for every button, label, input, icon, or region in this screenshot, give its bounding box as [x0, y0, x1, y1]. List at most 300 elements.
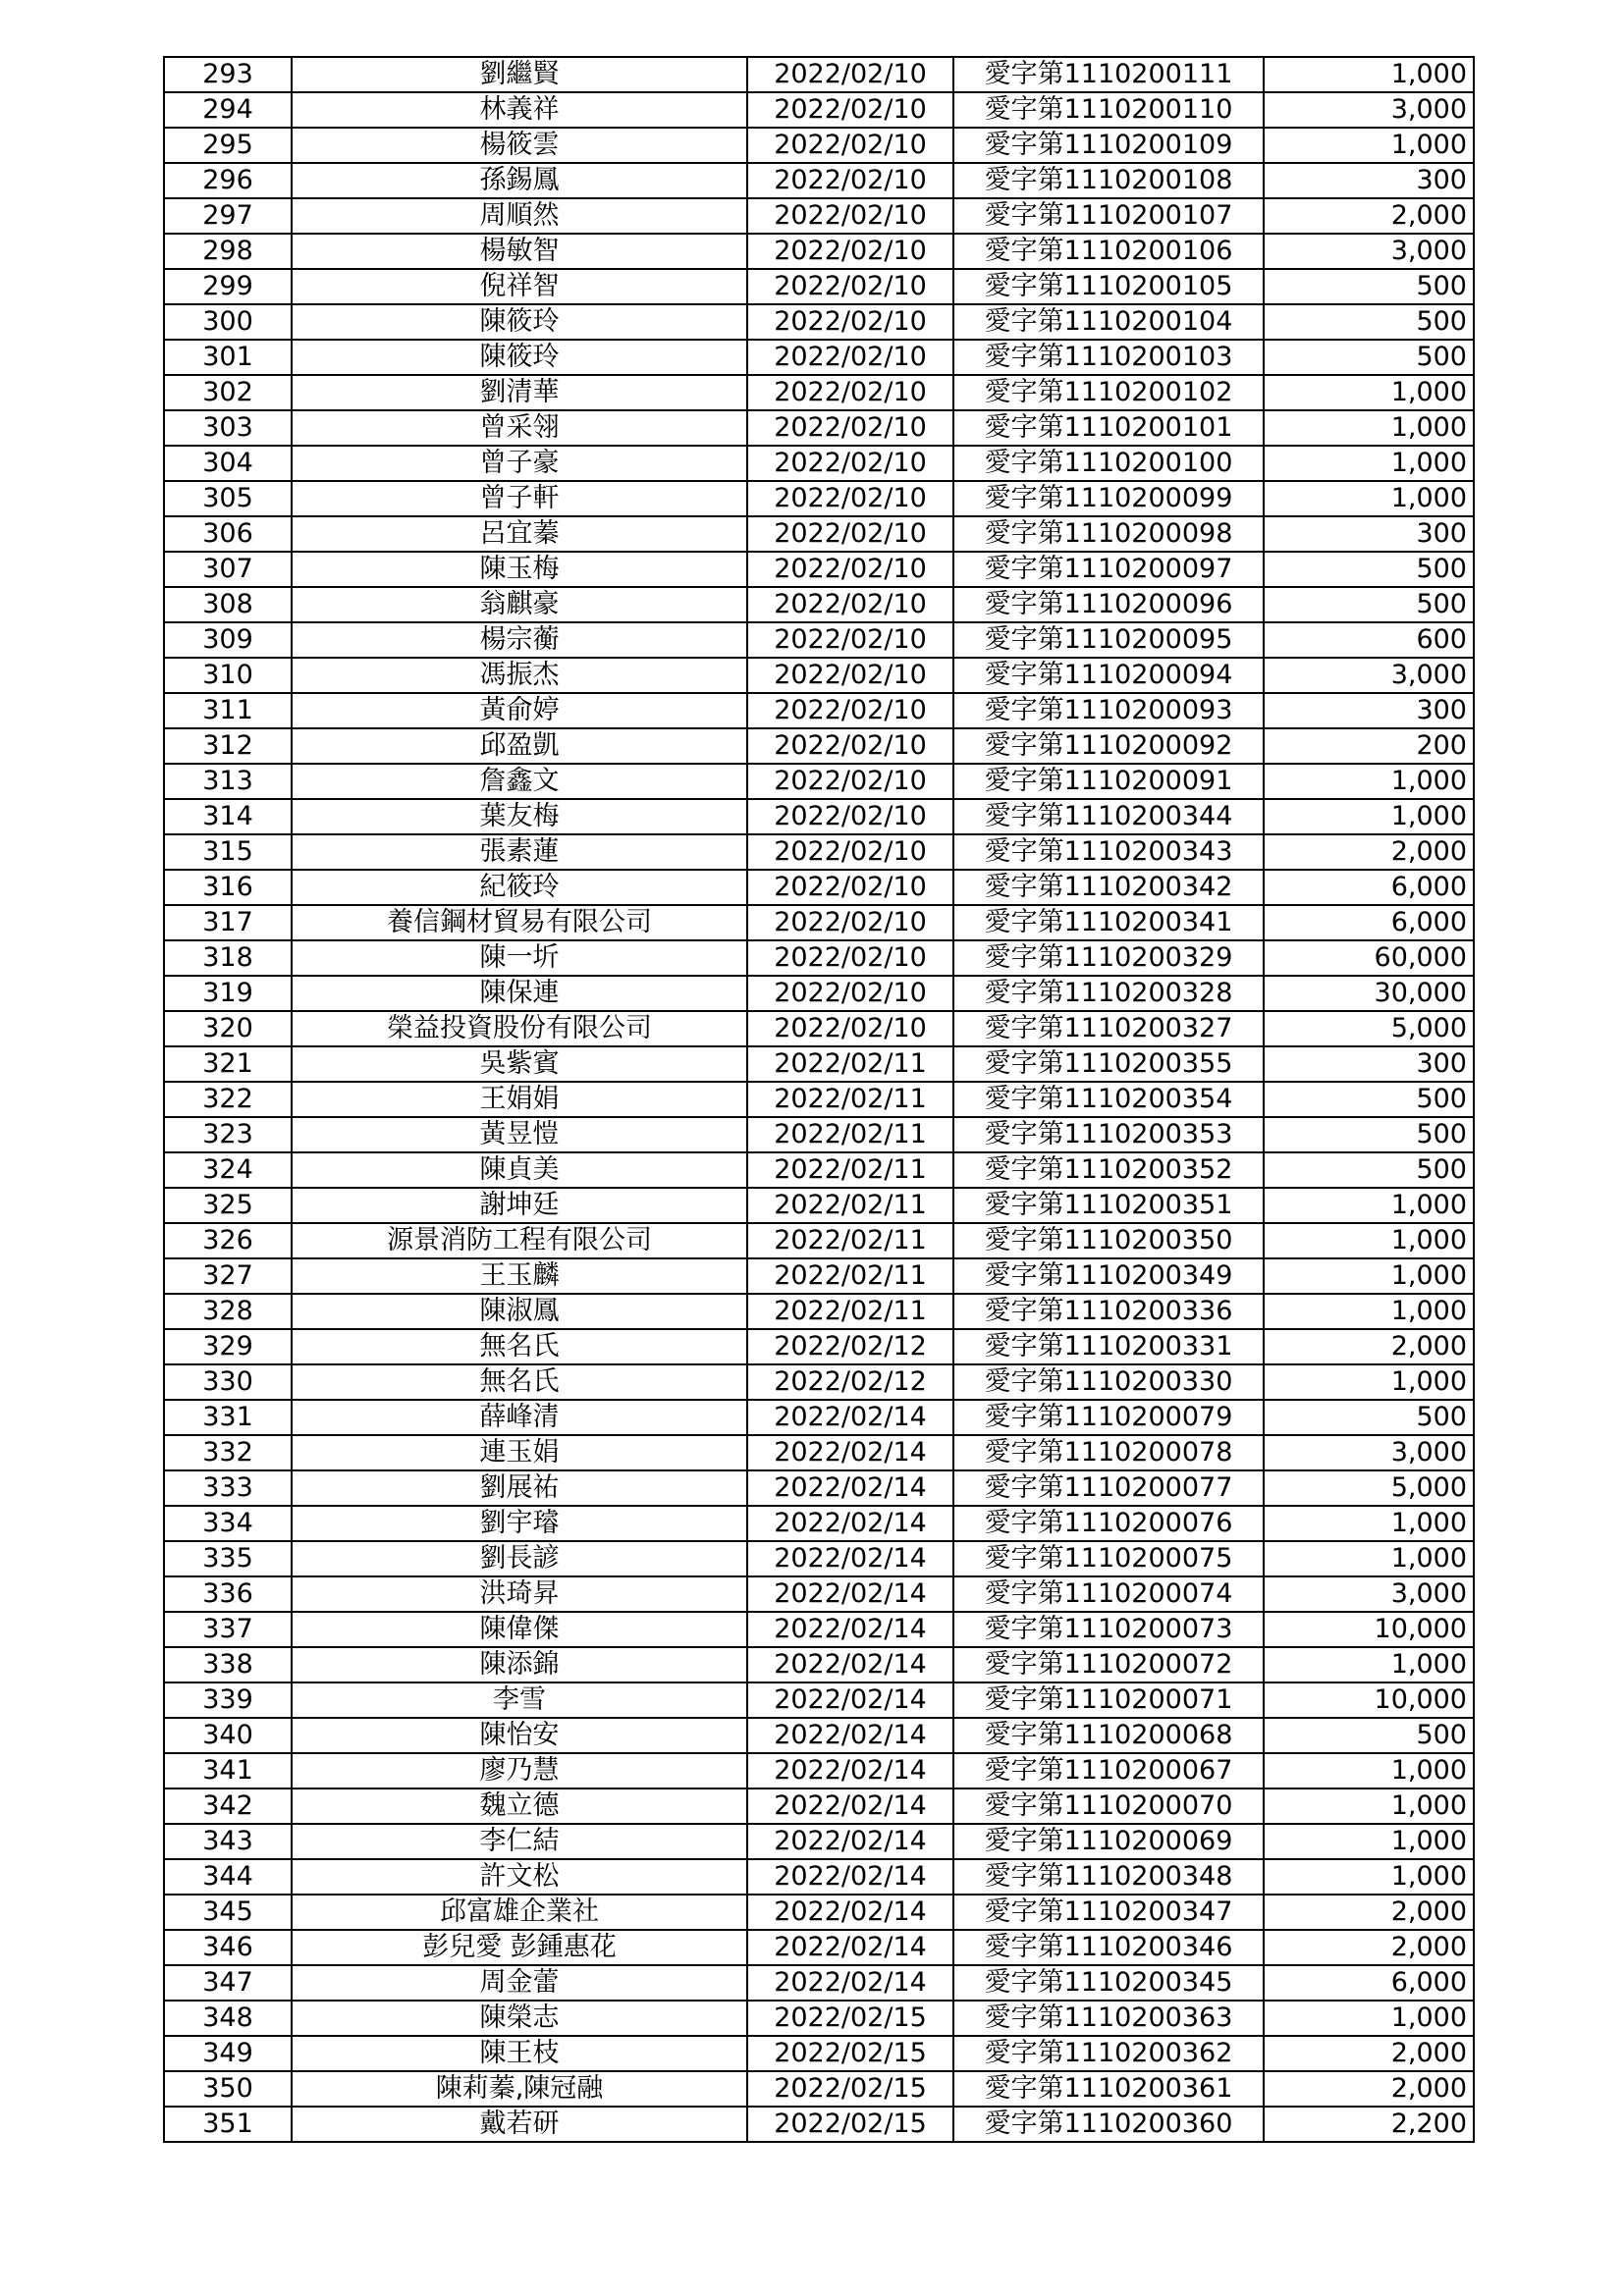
table-row — [164, 2001, 1474, 2036]
table-row — [164, 1789, 1474, 1824]
donor-name: 戴若研 — [292, 2107, 747, 2142]
row-number: 293 — [164, 57, 292, 92]
receipt-number: 愛字第1110200111 — [953, 57, 1264, 92]
donation-date: 2022/02/10 — [747, 658, 953, 693]
receipt-number: 愛字第1110200097 — [953, 552, 1264, 587]
donation-amount: 6,000 — [1264, 905, 1474, 940]
donor-name: 劉展祐 — [292, 1470, 747, 1506]
donation-amount: 1,000 — [1264, 128, 1474, 163]
row-number: 343 — [164, 1824, 292, 1859]
receipt-number: 愛字第1110200071 — [953, 1682, 1264, 1718]
table-row — [164, 693, 1474, 728]
row-number: 329 — [164, 1329, 292, 1364]
table-row — [164, 1930, 1474, 1965]
donor-name: 周金蕾 — [292, 1965, 747, 2001]
donation-amount: 500 — [1264, 1718, 1474, 1753]
table-row — [164, 1364, 1474, 1400]
table-row — [164, 57, 1474, 92]
donation-date: 2022/02/10 — [747, 198, 953, 234]
table-row — [164, 128, 1474, 163]
receipt-number: 愛字第1110200361 — [953, 2071, 1264, 2107]
donation-amount: 2,000 — [1264, 2036, 1474, 2071]
donor-name: 薛峰清 — [292, 1400, 747, 1435]
donation-date: 2022/02/15 — [747, 2071, 953, 2107]
table-row — [164, 234, 1474, 269]
receipt-number: 愛字第1110200094 — [953, 658, 1264, 693]
donation-amount: 1,000 — [1264, 1647, 1474, 1682]
donor-name: 倪祥智 — [292, 269, 747, 304]
donation-amount: 10,000 — [1264, 1612, 1474, 1647]
receipt-number: 愛字第1110200102 — [953, 375, 1264, 410]
table-row — [164, 340, 1474, 375]
receipt-number: 愛字第1110200360 — [953, 2107, 1264, 2142]
donation-amount: 300 — [1264, 516, 1474, 552]
row-number: 333 — [164, 1470, 292, 1506]
donation-amount: 2,000 — [1264, 1329, 1474, 1364]
table-row — [164, 658, 1474, 693]
donation-date: 2022/02/14 — [747, 1647, 953, 1682]
donation-amount: 500 — [1264, 269, 1474, 304]
table-row — [164, 1576, 1474, 1612]
donation-date: 2022/02/10 — [747, 516, 953, 552]
donation-date: 2022/02/15 — [747, 2107, 953, 2142]
receipt-number: 愛字第1110200328 — [953, 976, 1264, 1011]
row-number: 350 — [164, 2071, 292, 2107]
donor-name: 詹鑫文 — [292, 764, 747, 799]
donation-date: 2022/02/11 — [747, 1258, 953, 1294]
receipt-number: 愛字第1110200347 — [953, 1895, 1264, 1930]
table-row — [164, 1435, 1474, 1470]
donation-date: 2022/02/10 — [747, 905, 953, 940]
table-row — [164, 587, 1474, 622]
receipt-number: 愛字第1110200353 — [953, 1117, 1264, 1152]
row-number: 334 — [164, 1506, 292, 1541]
donation-amount: 30,000 — [1264, 976, 1474, 1011]
donation-date: 2022/02/10 — [747, 410, 953, 446]
donation-date: 2022/02/11 — [747, 1152, 953, 1188]
donor-name: 紀筱玲 — [292, 870, 747, 905]
donation-date: 2022/02/14 — [747, 1753, 953, 1789]
donation-date: 2022/02/10 — [747, 940, 953, 976]
donation-date: 2022/02/14 — [747, 1895, 953, 1930]
donation-date: 2022/02/10 — [747, 799, 953, 834]
row-number: 301 — [164, 340, 292, 375]
receipt-number: 愛字第1110200099 — [953, 481, 1264, 516]
donation-date: 2022/02/10 — [747, 304, 953, 340]
row-number: 340 — [164, 1718, 292, 1753]
row-number: 318 — [164, 940, 292, 976]
donation-amount: 1,000 — [1264, 764, 1474, 799]
table-row — [164, 446, 1474, 481]
receipt-number: 愛字第1110200079 — [953, 1400, 1264, 1435]
donation-amount: 3,000 — [1264, 234, 1474, 269]
donor-name: 葉友梅 — [292, 799, 747, 834]
donation-amount: 1,000 — [1264, 1824, 1474, 1859]
donation-amount: 2,000 — [1264, 2071, 1474, 2107]
receipt-number: 愛字第1110200336 — [953, 1294, 1264, 1329]
donation-date: 2022/02/14 — [747, 1506, 953, 1541]
donation-amount: 5,000 — [1264, 1011, 1474, 1046]
receipt-number: 愛字第1110200362 — [953, 2036, 1264, 2071]
row-number: 330 — [164, 1364, 292, 1400]
donor-name: 陳筱玲 — [292, 304, 747, 340]
row-number: 335 — [164, 1541, 292, 1576]
donor-name: 榮益投資股份有限公司 — [292, 1011, 747, 1046]
donor-name: 楊敏智 — [292, 234, 747, 269]
donor-name: 廖乃慧 — [292, 1753, 747, 1789]
table-row — [164, 1895, 1474, 1930]
donor-name: 劉繼賢 — [292, 57, 747, 92]
donor-name: 彭兒愛 彭鍾惠花 — [292, 1930, 747, 1965]
row-number: 322 — [164, 1082, 292, 1117]
donation-date: 2022/02/10 — [747, 163, 953, 198]
donation-amount: 10,000 — [1264, 1682, 1474, 1718]
donation-amount: 1,000 — [1264, 1188, 1474, 1223]
donation-date: 2022/02/10 — [747, 340, 953, 375]
donor-name: 張素蓮 — [292, 834, 747, 870]
row-number: 348 — [164, 2001, 292, 2036]
row-number: 331 — [164, 1400, 292, 1435]
receipt-number: 愛字第1110200076 — [953, 1506, 1264, 1541]
row-number: 302 — [164, 375, 292, 410]
donor-name: 周順然 — [292, 198, 747, 234]
receipt-number: 愛字第1110200106 — [953, 234, 1264, 269]
donation-date: 2022/02/10 — [747, 976, 953, 1011]
donation-date: 2022/02/10 — [747, 693, 953, 728]
donor-name: 黃昱愷 — [292, 1117, 747, 1152]
receipt-number: 愛字第1110200093 — [953, 693, 1264, 728]
table-row — [164, 304, 1474, 340]
donation-amount: 6,000 — [1264, 870, 1474, 905]
donor-name: 孫錫鳳 — [292, 163, 747, 198]
table-row — [164, 1541, 1474, 1576]
donor-name: 曾子豪 — [292, 446, 747, 481]
donor-name: 無名氏 — [292, 1364, 747, 1400]
donation-date: 2022/02/15 — [747, 2001, 953, 2036]
donation-date: 2022/02/11 — [747, 1223, 953, 1258]
table-row — [164, 1258, 1474, 1294]
receipt-number: 愛字第1110200074 — [953, 1576, 1264, 1612]
row-number: 324 — [164, 1152, 292, 1188]
donation-date: 2022/02/10 — [747, 622, 953, 658]
donation-date: 2022/02/11 — [747, 1082, 953, 1117]
table-row — [164, 1682, 1474, 1718]
donation-amount: 1,000 — [1264, 1753, 1474, 1789]
donation-amount: 3,000 — [1264, 658, 1474, 693]
donation-date: 2022/02/14 — [747, 1789, 953, 1824]
donation-date: 2022/02/10 — [747, 269, 953, 304]
row-number: 337 — [164, 1612, 292, 1647]
donation-date: 2022/02/15 — [747, 2036, 953, 2071]
receipt-number: 愛字第1110200330 — [953, 1364, 1264, 1400]
receipt-number: 愛字第1110200354 — [953, 1082, 1264, 1117]
donation-date: 2022/02/10 — [747, 481, 953, 516]
table-row — [164, 1859, 1474, 1895]
table-row — [164, 1294, 1474, 1329]
donor-name: 無名氏 — [292, 1329, 747, 1364]
receipt-number: 愛字第1110200107 — [953, 198, 1264, 234]
donor-name: 呂宜蓁 — [292, 516, 747, 552]
donation-date: 2022/02/10 — [747, 234, 953, 269]
row-number: 314 — [164, 799, 292, 834]
row-number: 309 — [164, 622, 292, 658]
row-number: 328 — [164, 1294, 292, 1329]
receipt-number: 愛字第1110200067 — [953, 1753, 1264, 1789]
donation-amount: 300 — [1264, 1046, 1474, 1082]
receipt-number: 愛字第1110200078 — [953, 1435, 1264, 1470]
donation-date: 2022/02/14 — [747, 1576, 953, 1612]
donor-name: 劉清華 — [292, 375, 747, 410]
donation-date: 2022/02/14 — [747, 1718, 953, 1753]
donor-name: 陳筱玲 — [292, 340, 747, 375]
receipt-number: 愛字第1110200344 — [953, 799, 1264, 834]
donation-amount: 1,000 — [1264, 1364, 1474, 1400]
receipt-number: 愛字第1110200363 — [953, 2001, 1264, 2036]
row-number: 351 — [164, 2107, 292, 2142]
row-number: 332 — [164, 1435, 292, 1470]
donation-date: 2022/02/10 — [747, 728, 953, 764]
table-row — [164, 728, 1474, 764]
receipt-number: 愛字第1110200343 — [953, 834, 1264, 870]
receipt-number: 愛字第1110200091 — [953, 764, 1264, 799]
donor-name: 王娟娟 — [292, 1082, 747, 1117]
donation-date: 2022/02/12 — [747, 1364, 953, 1400]
donation-amount: 1,000 — [1264, 1541, 1474, 1576]
receipt-number: 愛字第1110200348 — [953, 1859, 1264, 1895]
donor-name: 許文松 — [292, 1859, 747, 1895]
table-row — [164, 834, 1474, 870]
row-number: 320 — [164, 1011, 292, 1046]
table-row — [164, 870, 1474, 905]
row-number: 303 — [164, 410, 292, 446]
receipt-number: 愛字第1110200355 — [953, 1046, 1264, 1082]
donation-amount: 300 — [1264, 693, 1474, 728]
donor-name: 劉宇璿 — [292, 1506, 747, 1541]
donor-name: 楊宗蘅 — [292, 622, 747, 658]
row-number: 346 — [164, 1930, 292, 1965]
receipt-number: 愛字第1110200331 — [953, 1329, 1264, 1364]
donor-name: 陳添錦 — [292, 1647, 747, 1682]
table-row — [164, 481, 1474, 516]
table-row — [164, 1753, 1474, 1789]
table-row — [164, 198, 1474, 234]
table-row — [164, 410, 1474, 446]
receipt-number: 愛字第1110200108 — [953, 163, 1264, 198]
donation-date: 2022/02/10 — [747, 764, 953, 799]
row-number: 311 — [164, 693, 292, 728]
row-number: 319 — [164, 976, 292, 1011]
row-number: 325 — [164, 1188, 292, 1223]
row-number: 299 — [164, 269, 292, 304]
row-number: 317 — [164, 905, 292, 940]
row-number: 304 — [164, 446, 292, 481]
table-row — [164, 1117, 1474, 1152]
donation-amount: 500 — [1264, 587, 1474, 622]
donation-date: 2022/02/14 — [747, 1965, 953, 2001]
donation-amount: 2,000 — [1264, 1895, 1474, 1930]
table-row — [164, 976, 1474, 1011]
row-number: 323 — [164, 1117, 292, 1152]
donation-date: 2022/02/11 — [747, 1117, 953, 1152]
donation-amount: 500 — [1264, 304, 1474, 340]
donor-name: 曾子軒 — [292, 481, 747, 516]
donation-date: 2022/02/10 — [747, 1011, 953, 1046]
receipt-number: 愛字第1110200068 — [953, 1718, 1264, 1753]
row-number: 338 — [164, 1647, 292, 1682]
donation-amount: 500 — [1264, 552, 1474, 587]
donation-amount: 1,000 — [1264, 1294, 1474, 1329]
donation-amount: 2,000 — [1264, 1930, 1474, 1965]
row-number: 307 — [164, 552, 292, 587]
donor-name: 陳王枝 — [292, 2036, 747, 2071]
row-number: 297 — [164, 198, 292, 234]
receipt-number: 愛字第1110200072 — [953, 1647, 1264, 1682]
table-row — [164, 1470, 1474, 1506]
donation-amount: 1,000 — [1264, 57, 1474, 92]
row-number: 315 — [164, 834, 292, 870]
row-number: 310 — [164, 658, 292, 693]
donor-name: 劉長諺 — [292, 1541, 747, 1576]
donor-name: 陳貞美 — [292, 1152, 747, 1188]
table-row — [164, 1223, 1474, 1258]
receipt-number: 愛字第1110200105 — [953, 269, 1264, 304]
table-row — [164, 1647, 1474, 1682]
donation-amount: 2,200 — [1264, 2107, 1474, 2142]
table-row — [164, 552, 1474, 587]
donor-name: 陳一圻 — [292, 940, 747, 976]
row-number: 327 — [164, 1258, 292, 1294]
donor-name: 陳榮志 — [292, 2001, 747, 2036]
table-row — [164, 163, 1474, 198]
donation-amount: 500 — [1264, 1117, 1474, 1152]
row-number: 298 — [164, 234, 292, 269]
row-number: 342 — [164, 1789, 292, 1824]
donor-name: 李雪 — [292, 1682, 747, 1718]
receipt-number: 愛字第1110200345 — [953, 1965, 1264, 2001]
row-number: 313 — [164, 764, 292, 799]
donation-amount: 1,000 — [1264, 799, 1474, 834]
donor-name: 李仁結 — [292, 1824, 747, 1859]
donation-amount: 3,000 — [1264, 92, 1474, 128]
donation-amount: 60,000 — [1264, 940, 1474, 976]
table-row — [164, 940, 1474, 976]
donation-table — [163, 56, 1475, 2143]
row-number: 336 — [164, 1576, 292, 1612]
receipt-number: 愛字第1110200350 — [953, 1223, 1264, 1258]
donation-date: 2022/02/10 — [747, 375, 953, 410]
donation-date: 2022/02/14 — [747, 1824, 953, 1859]
row-number: 349 — [164, 2036, 292, 2071]
donor-name: 黃俞婷 — [292, 693, 747, 728]
donation-date: 2022/02/10 — [747, 870, 953, 905]
table-row — [164, 269, 1474, 304]
table-row — [164, 1718, 1474, 1753]
donation-amount: 5,000 — [1264, 1470, 1474, 1506]
donor-name: 連玉娟 — [292, 1435, 747, 1470]
receipt-number: 愛字第1110200351 — [953, 1188, 1264, 1223]
donation-table-body — [164, 57, 1474, 2142]
receipt-number: 愛字第1110200101 — [953, 410, 1264, 446]
table-row — [164, 799, 1474, 834]
donation-amount: 500 — [1264, 340, 1474, 375]
row-number: 306 — [164, 516, 292, 552]
receipt-number: 愛字第1110200327 — [953, 1011, 1264, 1046]
donor-name: 吳紫賓 — [292, 1046, 747, 1082]
receipt-number: 愛字第1110200352 — [953, 1152, 1264, 1188]
receipt-number: 愛字第1110200346 — [953, 1930, 1264, 1965]
row-number: 300 — [164, 304, 292, 340]
donor-name: 邱盈凱 — [292, 728, 747, 764]
table-row — [164, 2107, 1474, 2142]
row-number: 344 — [164, 1859, 292, 1895]
row-number: 308 — [164, 587, 292, 622]
donor-name: 陳偉傑 — [292, 1612, 747, 1647]
donor-name: 洪琦昇 — [292, 1576, 747, 1612]
receipt-number: 愛字第1110200095 — [953, 622, 1264, 658]
receipt-number: 愛字第1110200341 — [953, 905, 1264, 940]
donation-date: 2022/02/11 — [747, 1294, 953, 1329]
donation-amount: 1,000 — [1264, 446, 1474, 481]
donor-name: 陳莉蓁,陳冠融 — [292, 2071, 747, 2107]
donation-amount: 200 — [1264, 728, 1474, 764]
donation-amount: 1,000 — [1264, 375, 1474, 410]
table-row — [164, 1965, 1474, 2001]
receipt-number: 愛字第1110200349 — [953, 1258, 1264, 1294]
row-number: 296 — [164, 163, 292, 198]
table-row — [164, 516, 1474, 552]
table-row — [164, 1046, 1474, 1082]
donation-date: 2022/02/14 — [747, 1612, 953, 1647]
donation-date: 2022/02/10 — [747, 834, 953, 870]
donation-date: 2022/02/14 — [747, 1930, 953, 1965]
receipt-number: 愛字第1110200109 — [953, 128, 1264, 163]
donor-name: 陳怡安 — [292, 1718, 747, 1753]
donation-amount: 1,000 — [1264, 1859, 1474, 1895]
donation-amount: 2,000 — [1264, 834, 1474, 870]
table-row — [164, 1506, 1474, 1541]
donation-amount: 3,000 — [1264, 1435, 1474, 1470]
donation-date: 2022/02/12 — [747, 1329, 953, 1364]
donation-date: 2022/02/10 — [747, 128, 953, 163]
donor-name: 陳保連 — [292, 976, 747, 1011]
donor-name: 邱富雄企業社 — [292, 1895, 747, 1930]
donation-amount: 600 — [1264, 622, 1474, 658]
table-row — [164, 1011, 1474, 1046]
table-row — [164, 2036, 1474, 2071]
table-row — [164, 1152, 1474, 1188]
row-number: 294 — [164, 92, 292, 128]
row-number: 295 — [164, 128, 292, 163]
receipt-number: 愛字第1110200096 — [953, 587, 1264, 622]
row-number: 345 — [164, 1895, 292, 1930]
donation-amount: 1,000 — [1264, 1258, 1474, 1294]
donation-date: 2022/02/10 — [747, 552, 953, 587]
donor-name: 養信鋼材貿易有限公司 — [292, 905, 747, 940]
donor-name: 魏立德 — [292, 1789, 747, 1824]
receipt-number: 愛字第1110200342 — [953, 870, 1264, 905]
table-row — [164, 1082, 1474, 1117]
donation-amount: 1,000 — [1264, 2001, 1474, 2036]
receipt-number: 愛字第1110200077 — [953, 1470, 1264, 1506]
receipt-number: 愛字第1110200329 — [953, 940, 1264, 976]
donation-date: 2022/02/14 — [747, 1400, 953, 1435]
donation-amount: 2,000 — [1264, 198, 1474, 234]
receipt-number: 愛字第1110200100 — [953, 446, 1264, 481]
donation-date: 2022/02/10 — [747, 57, 953, 92]
receipt-number: 愛字第1110200104 — [953, 304, 1264, 340]
table-row — [164, 92, 1474, 128]
donor-name: 林義祥 — [292, 92, 747, 128]
